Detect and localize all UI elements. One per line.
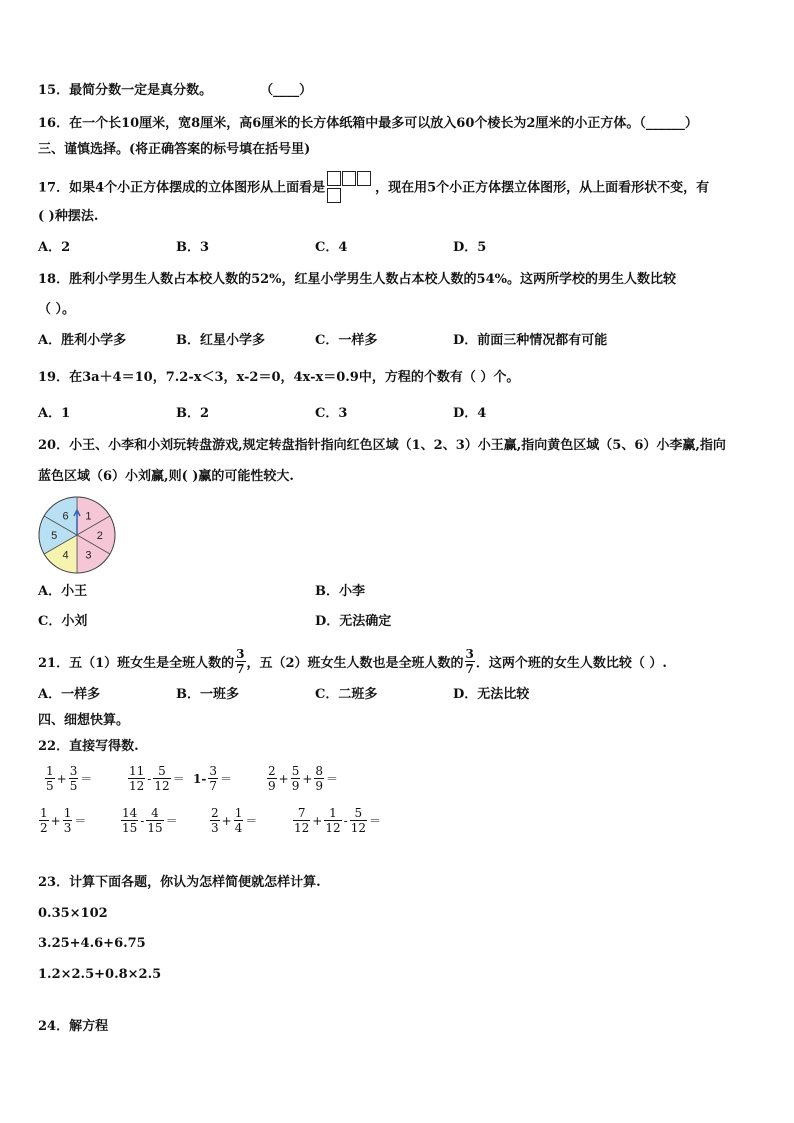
q18-option-b[interactable]: B．红星小学多 bbox=[176, 333, 265, 348]
q17 bbox=[38, 171, 709, 205]
q20-option-c[interactable]: C．小刘 bbox=[38, 614, 88, 629]
q20-option-d[interactable]: D．无法确定 bbox=[315, 614, 392, 629]
q21-text-a: 21．五（1）班女生是全班人数的 bbox=[38, 656, 235, 671]
q21-option-c[interactable]: C．二班多 bbox=[315, 687, 378, 702]
q17-option-b[interactable]: B．3 bbox=[176, 240, 210, 255]
q18-text-a: 18．胜利小学男生人数占本校人数的52%，红星小学男生人数占本校人数的54%。这两所学校的男生人数比较 bbox=[38, 272, 676, 287]
section4-heading: 四、细想快算。 bbox=[38, 713, 130, 728]
q21-fraction-2: $\frac{3}{7}$ bbox=[465, 647, 474, 676]
q22-expr-1: $\frac{1}{5}$ + $\frac{3}{5}$ ＝ bbox=[46, 764, 93, 793]
q17-option-c[interactable]: C．4 bbox=[315, 240, 348, 255]
q21-text-c: ．这两个班的女生人数比较（ ）. bbox=[475, 656, 667, 671]
q18-option-d[interactable]: D．前面三种情况都有可能 bbox=[453, 333, 608, 348]
q23-title: 23．计算下面各题，你认为怎样简便就怎样计算. bbox=[38, 875, 321, 890]
q16 bbox=[38, 115, 698, 133]
q21-option-a[interactable]: A．一样多 bbox=[38, 687, 101, 702]
q20-option-b[interactable]: B．小李 bbox=[315, 584, 365, 599]
q19-option-c[interactable]: C．3 bbox=[315, 406, 348, 421]
q17-text-c: ( )种摆法. bbox=[38, 209, 99, 224]
wheel-label-4: 4 bbox=[62, 549, 69, 562]
q19-option-a[interactable]: A．1 bbox=[38, 406, 71, 421]
q20-text-b: 蓝色区域（6）小刘赢,则( )赢的可能性较大. bbox=[38, 469, 294, 484]
q15-blank[interactable]: （____） bbox=[260, 83, 313, 98]
q22-expr-2: $\frac{11}{12}$ - $\frac{5}{12}$ ＝ bbox=[129, 764, 185, 793]
q19-option-d[interactable]: D．4 bbox=[453, 406, 487, 421]
q18-option-a[interactable]: A．胜利小学多 bbox=[38, 333, 127, 348]
section3-heading: 三、谨慎选择。(将正确答案的标号填在括号里) bbox=[38, 142, 311, 157]
q17-option-a[interactable]: A．2 bbox=[38, 240, 71, 255]
q20-option-a[interactable]: A．小王 bbox=[38, 584, 88, 599]
wheel-label-2: 2 bbox=[96, 530, 103, 542]
q15-text: 15．最简分数一定是真分数。 bbox=[38, 83, 213, 98]
q16-blank[interactable]: （______） bbox=[639, 116, 698, 131]
q23-item-2: 3.25+4.6+6.75 bbox=[38, 936, 146, 951]
q21-text-b: ，五（2）班女生人数也是全班人数的 bbox=[246, 656, 464, 671]
q15 bbox=[38, 82, 312, 100]
q22-expr-5: $\frac{1}{2}$ + $\frac{1}{3}$ ＝ bbox=[40, 806, 87, 835]
q20-text-a: 20．小王、小李和小刘玩转盘游戏,规定转盘指针指向红色区域（1、2、3）小王赢,指向黄色区域（5、6）小李赢,指向 bbox=[38, 438, 726, 453]
q22-title: 22．直接写得数. bbox=[38, 739, 139, 754]
q18-text-b: （ ）。 bbox=[38, 302, 76, 317]
q23-item-3: 1.2×2.5+0.8×2.5 bbox=[38, 967, 162, 982]
q16-text: 16．在一个长10厘米，宽8厘米，高6厘米的长方体纸箱中最多可以放入60个棱长为2厘米的小正方体。 bbox=[38, 116, 640, 131]
q23-item-1: 0.35×102 bbox=[38, 906, 108, 921]
q19-option-b[interactable]: B．2 bbox=[176, 406, 210, 421]
q17-text-a: 17．如果4个小正方体摆成的立体图形从上面看是 bbox=[38, 180, 326, 196]
q22-expr-6: $\frac{14}{15}$ - $\frac{4}{15}$ ＝ bbox=[122, 806, 178, 835]
q22-expr-8: $\frac{7}{12}$ + $\frac{1}{12}$ - $\frac{5}{12}$ ＝ bbox=[294, 806, 381, 835]
q22-expr-3: 1- $\frac{3}{7}$ ＝ bbox=[193, 764, 232, 793]
q21-fraction-1: $\frac{3}{7}$ bbox=[236, 647, 245, 676]
q22-expr-7: $\frac{2}{3}$ + $\frac{1}{4}$ ＝ bbox=[211, 806, 258, 835]
q18-option-c[interactable]: C．一样多 bbox=[315, 333, 378, 348]
q19-text: 19．在3a＋4＝10，7.2-x＜3，x-2＝0，4x-x＝0.9中，方程的个数有（ ）个。 bbox=[38, 370, 520, 385]
q22-expr-4: $\frac{2}{9}$ + $\frac{5}{9}$ + $\frac{8}{9}$ ＝ bbox=[268, 764, 339, 793]
q21-option-b[interactable]: B．一班多 bbox=[176, 687, 239, 702]
wheel-label-6: 6 bbox=[62, 510, 69, 523]
wheel-label-1: 1 bbox=[85, 510, 92, 523]
spinner-wheel bbox=[36, 494, 118, 576]
q17-option-d[interactable]: D．5 bbox=[453, 240, 487, 255]
wheel-label-3: 3 bbox=[85, 549, 92, 562]
wheel-label-5: 5 bbox=[51, 530, 58, 542]
q17-text-b: ，现在用5个小正方体摆立体图形，从上面看形状不变，有 bbox=[375, 180, 710, 196]
top-view-figure bbox=[327, 171, 373, 205]
q21 bbox=[38, 647, 667, 676]
q21-option-d[interactable]: D．无法比较 bbox=[453, 687, 530, 702]
q24-title: 24．解方程 bbox=[38, 1019, 109, 1034]
